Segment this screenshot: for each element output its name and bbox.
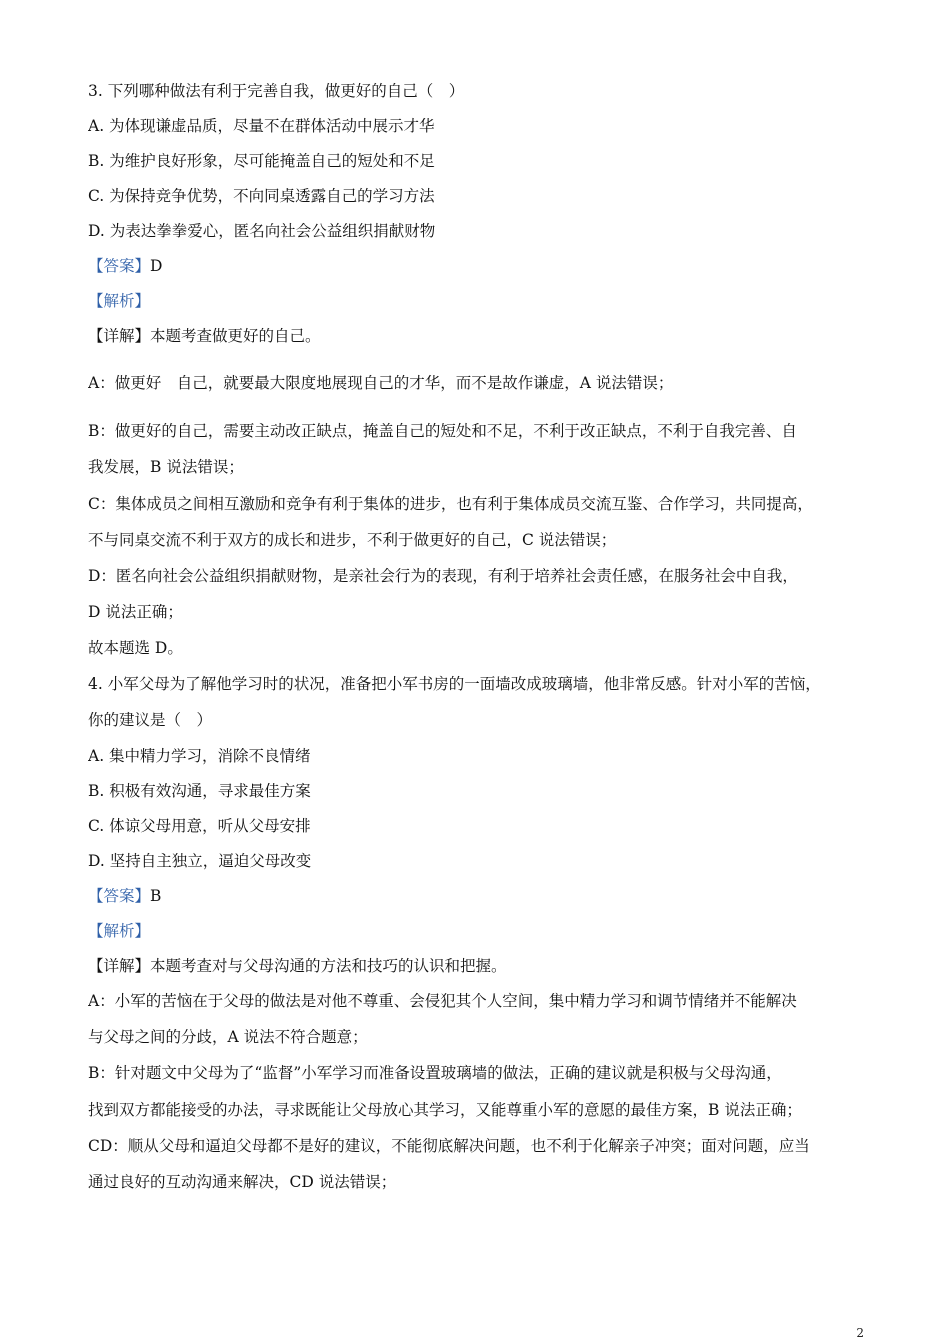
question-3-option-c: C. 为保持竞争优势，不向同桌透露自己的学习方法 xyxy=(88,187,435,205)
question-3-stem: 3. 下列哪种做法有利于完善自我，做更好的自己（ ） xyxy=(88,82,465,100)
detail-intro: 本题考查做更好的自己。 xyxy=(150,327,321,345)
question-4-detail-line: 与父母之间的分歧，A 说法不符合题意； xyxy=(88,1028,368,1046)
question-3-detail-line: B：做更好的自己，需要主动改正缺点，掩盖自己的短处和不足，不利于改正缺点，不利于自我完善、自 xyxy=(88,422,797,440)
question-3-answer xyxy=(88,255,878,277)
answer-value: D xyxy=(150,257,163,275)
analysis-tag: 【解析】 xyxy=(88,292,151,310)
question-3-detail-line: C：集体成员之间相互激励和竞争有利于集体的进步，也有利于集体成员交流互鉴、合作学习，共同提高， xyxy=(88,495,813,513)
question-4-detail-line: CD：顺从父母和逼迫父母都不是好的建议，不能彻底解决问题，也不利于化解亲子冲突；面对问题，应当 xyxy=(88,1137,810,1155)
answer-tag: 【答案】 xyxy=(88,887,151,905)
question-4-stem: 4. 小军父母为了解他学习时的状况，准备把小军书房的一面墙改成玻璃墙，他非常反感。针对小军的苦恼， xyxy=(88,675,821,693)
question-4-detail-line: B：针对题文中父母为了“监督”小军学习而准备设置玻璃墙的做法，正确的建议就是积极与父母沟通， xyxy=(88,1064,782,1082)
question-4-option-a: A. 集中精力学习，消除不良情绪 xyxy=(88,747,311,765)
question-3-detail-line: 故本题选 D。 xyxy=(88,639,183,657)
question-3-detail-line: 我发展，B 说法错误； xyxy=(88,458,244,476)
detail-tag: 【详解】 xyxy=(88,957,151,975)
answer-value: B xyxy=(150,887,162,905)
question-3-detail xyxy=(88,325,878,347)
question-4-option-c: C. 体谅父母用意，听从父母安排 xyxy=(88,817,311,835)
question-4-analysis xyxy=(88,920,878,942)
question-3-detail-line: 不与同桌交流不利于双方的成长和进步，不利于做更好的自己，C 说法错误； xyxy=(88,531,617,549)
question-4-detail-line: A：小军的苦恼在于父母的做法是对他不尊重、会侵犯其个人空间，集中精力学习和调节情绪并不能解决 xyxy=(88,992,797,1010)
question-3-detail-line: D 说法正确； xyxy=(88,603,183,621)
detail-intro: 本题考查对与父母沟通的方法和技巧的认识和把握。 xyxy=(150,957,507,975)
detail-tag: 【详解】 xyxy=(88,327,151,345)
question-3-option-a: A. 为体现谦虚品质，尽量不在群体活动中展示才华 xyxy=(88,117,435,135)
question-3-analysis xyxy=(88,290,878,312)
page-number: 2 xyxy=(856,1326,864,1340)
question-4-stem: 你的建议是（ ） xyxy=(88,711,213,729)
question-3-detail-line: A：做更好 自己，就要最大限度地展现自己的才华，而不是故作谦虚，A 说法错误； xyxy=(88,374,674,392)
question-4-detail-line: 通过良好的互动沟通来解决，CD 说法错误； xyxy=(88,1173,397,1191)
answer-tag: 【答案】 xyxy=(88,257,151,275)
question-4-detail xyxy=(88,955,878,977)
question-3-detail-line: D：匿名向社会公益组织捐献财物，是亲社会行为的表现，有利于培养社会责任感，在服务社会中自我， xyxy=(88,567,798,585)
question-4-answer xyxy=(88,885,878,907)
question-4-detail-line: 找到双方都能接受的办法，寻求既能让父母放心其学习，又能尊重小军的意愿的最佳方案，B 说法正确； xyxy=(88,1101,802,1119)
analysis-tag: 【解析】 xyxy=(88,922,151,940)
question-3-option-d: D. 为表达拳拳爱心，匿名向社会公益组织捐献财物 xyxy=(88,222,436,240)
question-3-option-b: B. 为维护良好形象，尽可能掩盖自己的短处和不足 xyxy=(88,152,435,170)
question-4-option-d: D. 坚持自主独立，逼迫父母改变 xyxy=(88,852,312,870)
question-4-option-b: B. 积极有效沟通，寻求最佳方案 xyxy=(88,782,311,800)
